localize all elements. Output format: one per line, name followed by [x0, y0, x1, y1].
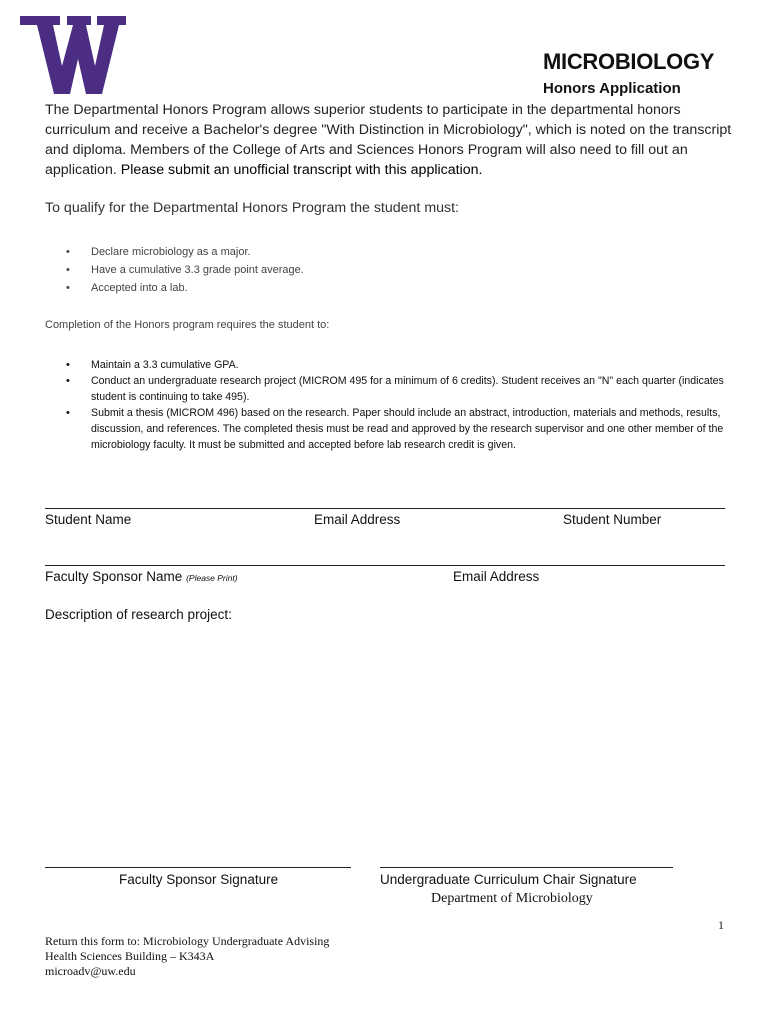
chair-signature-line[interactable] [380, 867, 673, 868]
sponsor-signature-label: Faculty Sponsor Signature [119, 872, 279, 887]
research-description-label: Description of research project: [45, 607, 232, 622]
qualify-list [66, 243, 726, 297]
intro-text: The Departmental Honors Program allows superior students to participate in the departmental honors curriculum and receive a Bachelor's degree "With Distinction in Microbiology", which is noted on the transcript and diploma. Members of the College of Arts and Sciences Honors Program will also need to fill out an application. [45, 102, 732, 178]
chair-signature-label: Undergraduate Curriculum Chair Signature [380, 872, 637, 887]
please-print-note: (Please Print) [186, 573, 238, 583]
completion-heading: Completion of the Honors program requires the student to: [45, 319, 330, 331]
student-number-label: Student Number [563, 512, 662, 527]
student-info-line[interactable] [45, 508, 725, 509]
student-name-label: Student Name [45, 512, 132, 527]
faculty-sponsor-line[interactable] [45, 565, 725, 566]
intro-paragraph [45, 100, 735, 180]
list-item: • Conduct an undergraduate research project (MICROM 495 for a minimum of 6 credits). Student receives an "N" each quarter (indicates student is continuing to take 495). [66, 373, 728, 405]
faculty-sponsor-name-label [45, 569, 238, 584]
return-line: Return this form to: Microbiology Undergraduate Advising [45, 934, 330, 948]
list-item: • Maintain a 3.3 cumulative GPA. [66, 357, 728, 373]
faculty-sponsor-name-text: Faculty Sponsor Name [45, 569, 183, 584]
faculty-email-label: Email Address [453, 569, 540, 584]
uw-logo-w-shape [20, 16, 126, 94]
department-label: Department of Microbiology [431, 891, 593, 906]
list-item: • Declare microbiology as a major. [66, 243, 726, 261]
uw-logo [20, 16, 126, 94]
return-info [45, 934, 329, 979]
list-item: • Have a cumulative 3.3 grade point average. [66, 261, 726, 279]
page-title: MICROBIOLOGY [543, 49, 715, 74]
sponsor-signature-line[interactable] [45, 867, 351, 868]
intro-emphasis: Please submit an unofficial transcript with this application. [120, 162, 483, 178]
page-number: 1 [718, 918, 724, 932]
list-item: • Submit a thesis (MICROM 496) based on the research. Paper should include an abstract, introduction, materials and methods, results, discussion, and references. The completed thesis must be read and approved by the research supervisor and one other member of the microbiology faculty. It must be submitted and accepted before lab research credit is given. [66, 405, 728, 453]
return-email: microadv@uw.edu [45, 964, 136, 978]
list-item: • Accepted into a lab. [66, 279, 726, 297]
return-building: Health Sciences Building – K343A [45, 949, 215, 963]
page-subtitle: Honors Application [543, 80, 681, 97]
email-address-label: Email Address [314, 512, 401, 527]
qualify-heading: To qualify for the Departmental Honors Program the student must: [45, 200, 459, 216]
completion-list [66, 357, 728, 453]
